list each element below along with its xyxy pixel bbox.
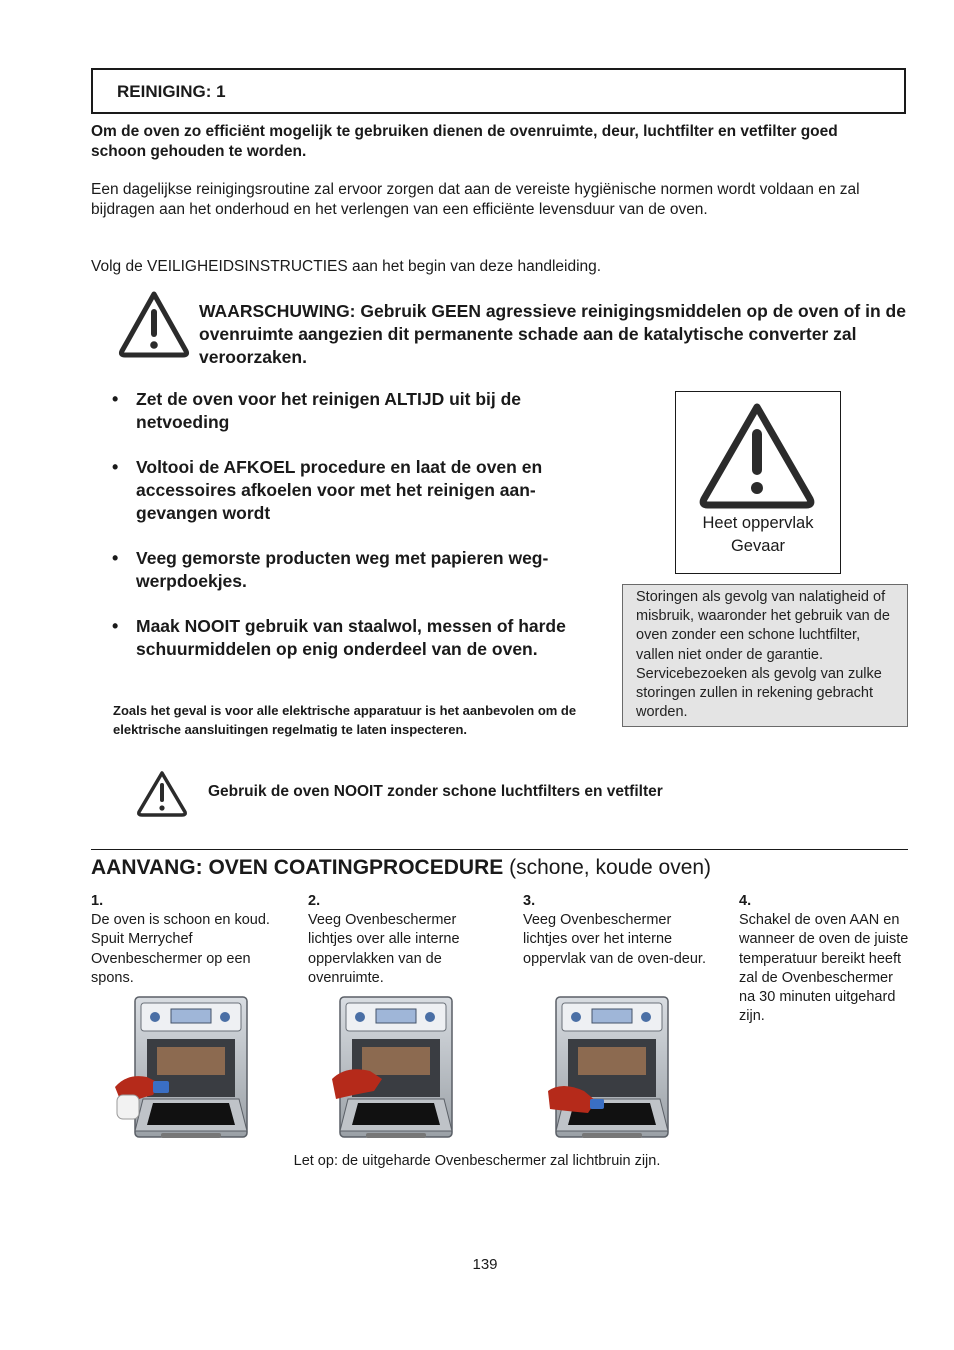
hot-surface-box xyxy=(675,391,841,574)
step-number: 1. xyxy=(91,893,104,909)
oven-illustration-2 xyxy=(330,995,470,1150)
step-text: Veeg Ovenbeschermer lichtjes over alle interne oppervlakken van de ovenruimte. xyxy=(308,912,460,986)
step-text: Schakel de oven AAN en wanneer de oven de juiste temperatuur bereikt heeft zal de Ovenbeschermer na 30 minuten uitgehard zijn. xyxy=(739,912,909,1025)
header-box xyxy=(91,68,906,114)
hot-surface-label: Heet oppervlak xyxy=(702,514,814,532)
step-number: 3. xyxy=(523,893,536,909)
oven-illustration-1 xyxy=(113,995,263,1150)
routine-paragraph: Een dagelijkse reinigingsroutine zal ervoor zorgen dat aan de vereiste hygiënische normen wordt voldaan en zal bijdragen aan het onderhoud en het verlengen van een efficiënte levensduur van de oven. xyxy=(91,181,860,218)
list-item: • Maak NOOIT gebruik van staalwol, messen of harde schuurmiddelen op enig onderdeel van de oven. xyxy=(111,615,596,661)
list-item: • Zet de oven voor het reinigen ALTIJD uit bij de netvoeding xyxy=(111,388,596,434)
step-1 xyxy=(91,892,276,988)
section-divider xyxy=(91,849,908,850)
step-3 xyxy=(523,892,708,969)
oven-illustration-3 xyxy=(546,995,686,1150)
section-title-rest: (schone, koude oven) xyxy=(503,856,712,879)
step-4 xyxy=(739,892,909,1026)
coating-note: Let op: de uitgeharde Ovenbeschermer zal lichtbruin zijn. xyxy=(293,1153,661,1169)
step-number: 2. xyxy=(308,893,321,909)
danger-label: Gevaar xyxy=(730,537,786,555)
section-title xyxy=(91,856,711,880)
list-item: • Voltooi de AFKOEL procedure en laat de oven en accessoires afkoelen voor met het reinigen aan-gevangen wordt xyxy=(111,456,596,525)
hot-surface-warning-icon xyxy=(697,401,817,513)
warning-triangle-icon xyxy=(136,769,188,822)
warning-triangle-icon xyxy=(118,289,190,359)
inspection-note: Zoals het geval is voor alle elektrische apparatuur is het aanbevolen om de elektrische aansluitingen regelmatig te laten inspecteren. xyxy=(113,703,577,737)
filter-warning-text: Gebruik de oven NOOIT zonder schone luchtfilters en vetfilter xyxy=(208,783,663,800)
bullet-list xyxy=(111,388,596,661)
safety-reference: Volg de VEILIGHEIDSINSTRUCTIES aan het begin van deze handleiding. xyxy=(91,258,602,275)
list-item: • Veeg gemorste producten weg met papieren weg-werpdoekjes. xyxy=(111,547,596,593)
step-text: De oven is schoon en koud. Spuit Merrychef Ovenbeschermer op een spons. xyxy=(91,912,270,986)
intro-text: Om de oven zo efficiënt mogelijk te gebruiken dienen de ovenruimte, deur, luchtfilter en vetfilter goed schoon gehouden te worden. xyxy=(91,123,838,160)
page-number: 139 xyxy=(472,1256,498,1273)
warning-text: WAARSCHUWING: Gebruik GEEN agressieve reinigingsmiddelen op de oven of in de ovenruimte aangezien dit permanente schade aan de katalytische converter zal veroorzaken. xyxy=(199,301,906,367)
step-text: Veeg Ovenbeschermer lichtjes over het interne oppervlak van de oven-deur. xyxy=(523,912,706,967)
section-title-bold: AANVANG: OVEN COATINGPROCEDURE xyxy=(91,856,504,879)
header-title: REINIGING: 1 xyxy=(117,82,226,101)
step-number: 4. xyxy=(739,893,752,909)
warranty-notice: Storingen als gevolg van nalatigheid of misbruik, waaronder het gebruik van de oven zonder een schone luchtfilter, vallen niet onder de garantie. Servicebezoeken als gevolg van zulke storingen zullen in rekening gebracht worden. xyxy=(622,584,908,727)
step-2 xyxy=(308,892,493,988)
